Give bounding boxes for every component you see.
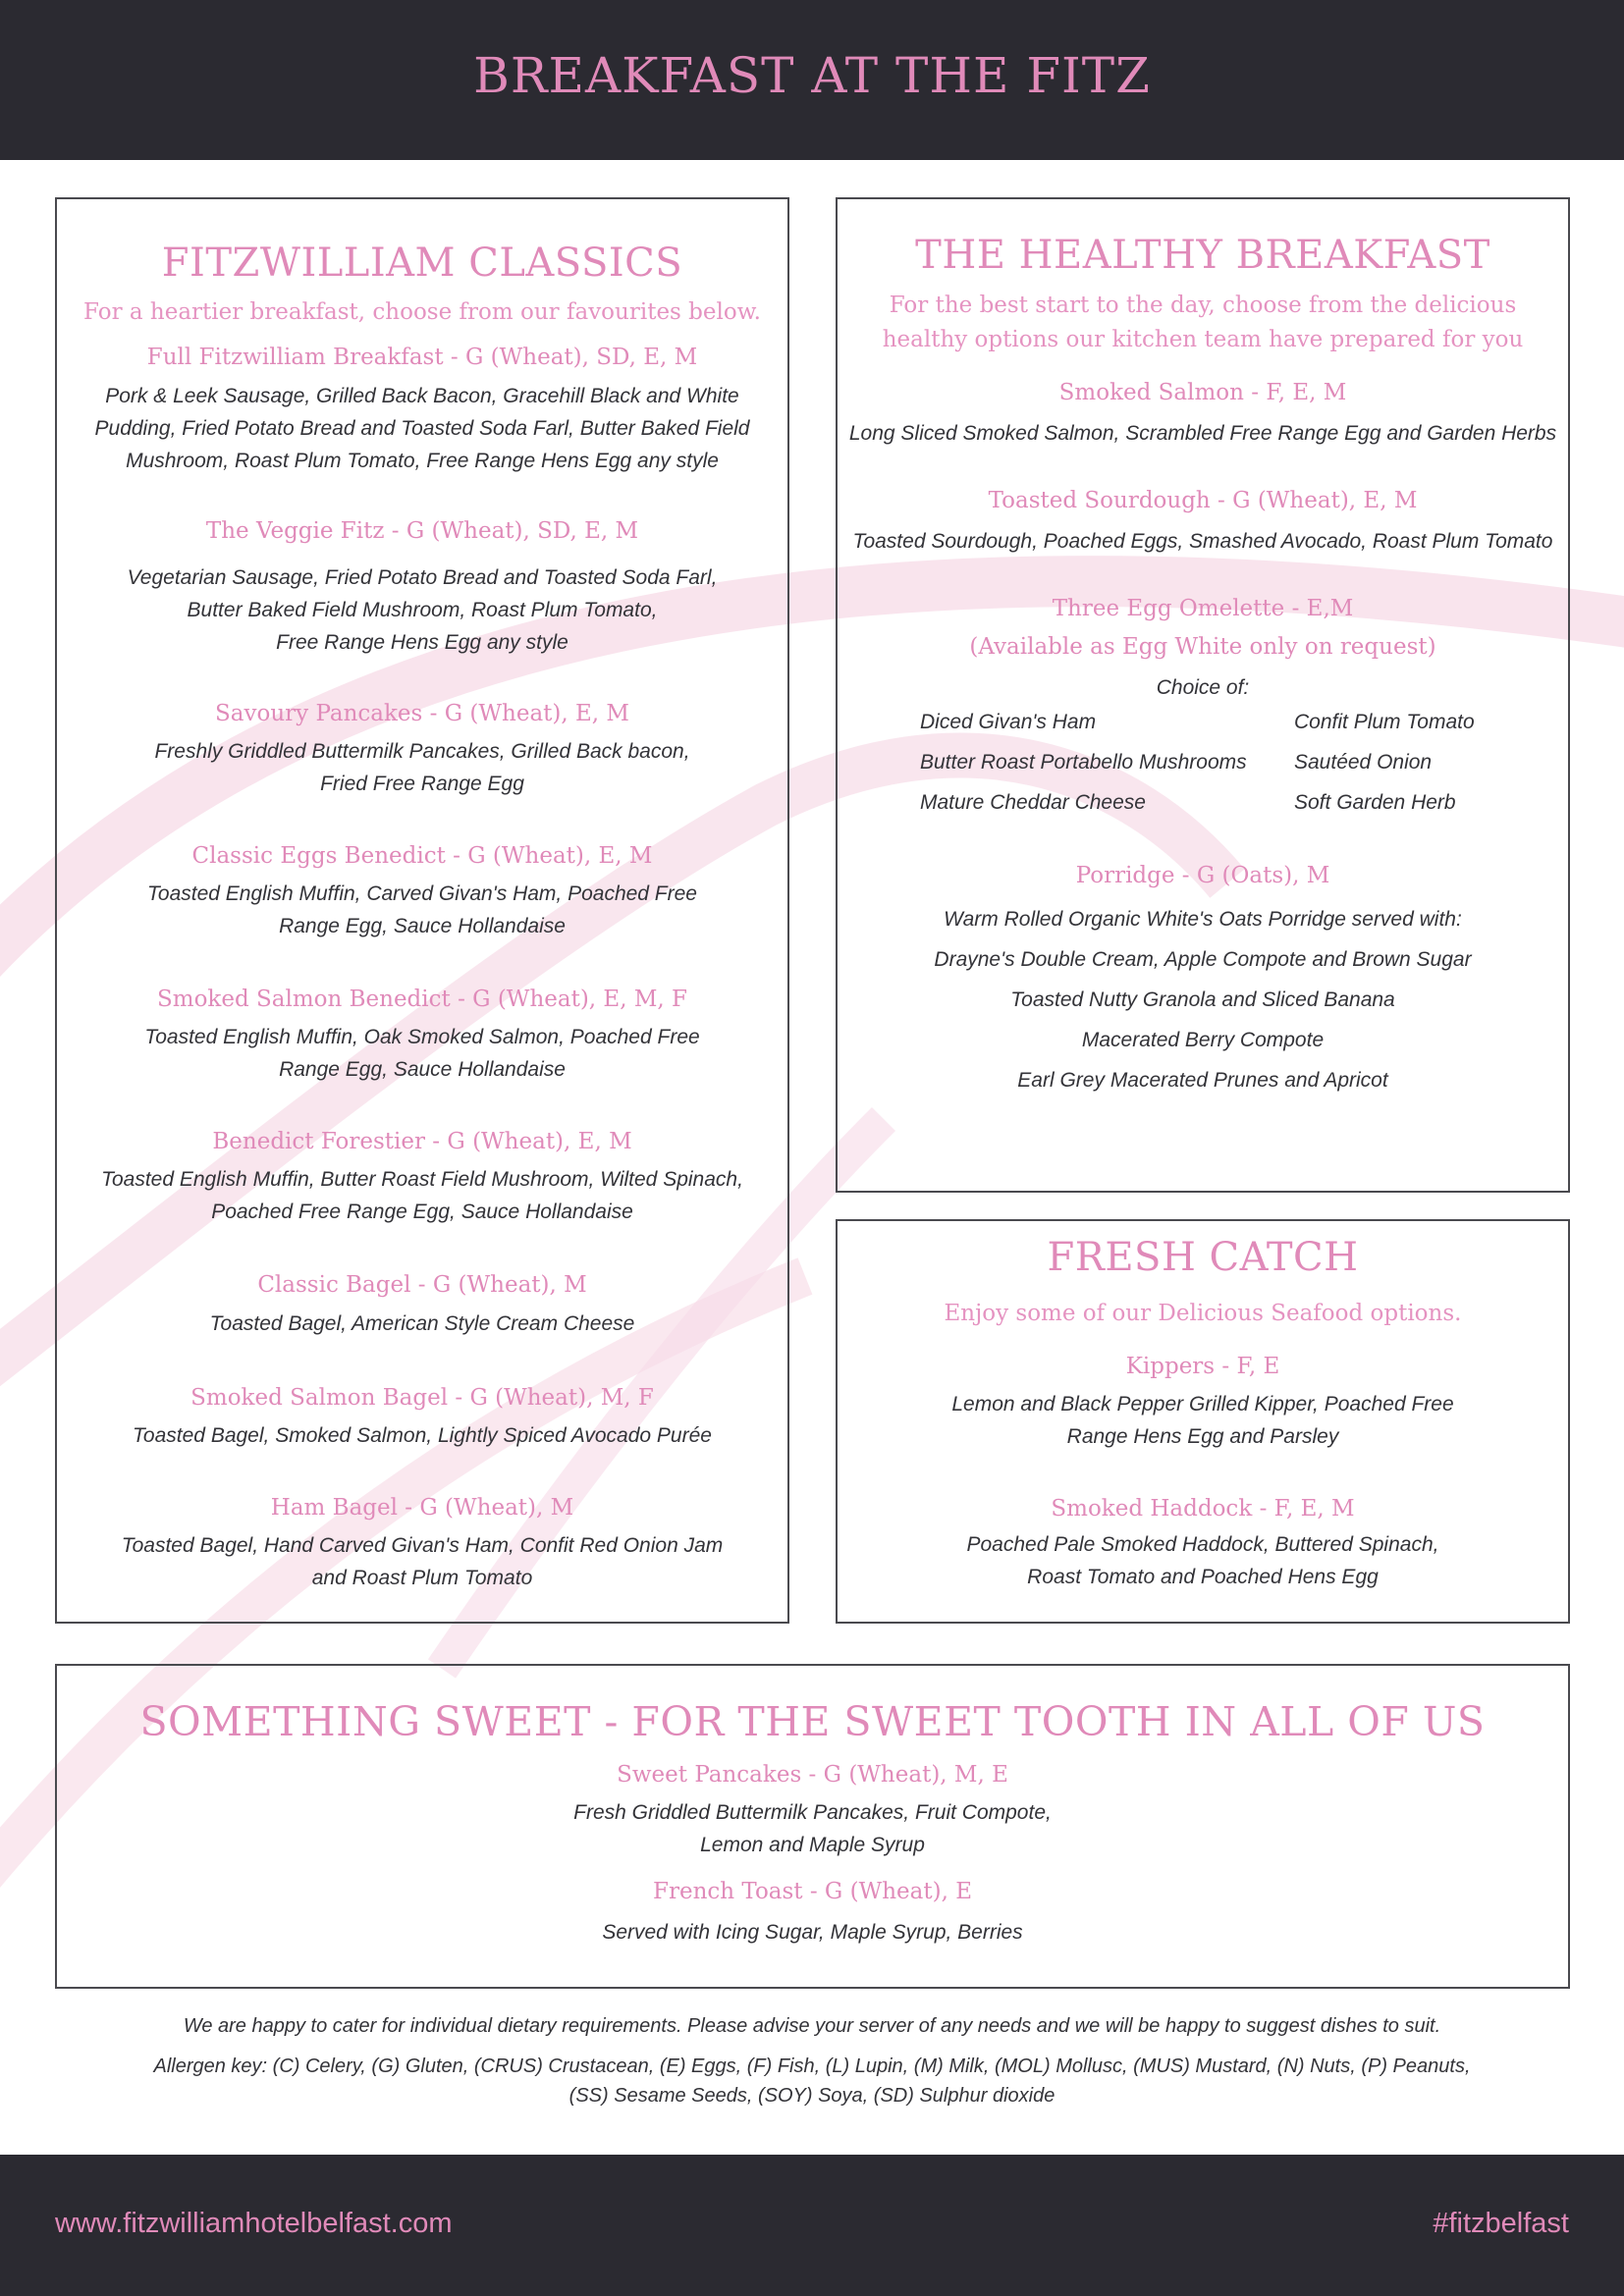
dish-name: Smoked Salmon - F, E, M — [1058, 380, 1347, 405]
header-band — [0, 0, 1624, 160]
dish-name: Sweet Pancakes - G (Wheat), M, E — [617, 1762, 1008, 1788]
choice-item: Sautéed Onion — [1294, 751, 1433, 774]
page-title: BREAKFAST AT THE FITZ — [473, 47, 1151, 104]
dish-name: Smoked Salmon Benedict - G (Wheat), E, M, F — [157, 987, 687, 1012]
dish-name: Kippers - F, E — [1125, 1354, 1280, 1379]
dish-name: Porridge - G (Oats), M — [1075, 863, 1330, 888]
dish-description: Warm Rolled Organic White's Oats Porridge served with: Drayne's Double Cream, Apple Compote and Brown Sugar Toasted Nutty Granola and Sliced Banana Macerated Berry Compote Earl Grey Macerated Prunes and Apricot — [934, 908, 1472, 1092]
choice-item: Soft Garden Herb — [1294, 791, 1456, 814]
section-title: SOMETHING SWEET - FOR THE SWEET TOOTH IN ALL OF US — [139, 1698, 1486, 1745]
dish-description: Vegetarian Sausage, Fried Potato Bread and Toasted Soda Farl, Butter Baked Field Mushroom, Roast Plum Tomato, Free Range Hens Egg any style — [127, 566, 718, 654]
dish-name: Classic Eggs Benedict - G (Wheat), E, M — [191, 843, 653, 869]
choice-item: Mature Cheddar Cheese — [920, 791, 1146, 814]
choice-item: Butter Roast Portabello Mushrooms — [920, 751, 1247, 774]
dish-name: Three Egg Omelette - E,M — [1052, 596, 1354, 621]
section-title: THE HEALTHY BREAKFAST — [915, 233, 1490, 278]
dish-description: Pork & Leek Sausage, Grilled Back Bacon, Gracehill Black and White Pudding, Fried Potato Bread and Toasted Soda Farl, Butter Baked Field Mushroom, Roast Plum Tomato, Free Range Hens Egg any style — [94, 385, 750, 472]
dish-name: Toasted Sourdough - G (Wheat), E, M — [988, 488, 1418, 513]
hashtag-link[interactable]: #fitzbelfast — [1433, 2208, 1569, 2239]
dish-name: Full Fitzwilliam Breakfast - G (Wheat), SD, E, M — [146, 345, 698, 370]
dish-name: Classic Bagel - G (Wheat), M — [257, 1272, 587, 1298]
dish-name: Smoked Salmon Bagel - G (Wheat), M, F — [190, 1385, 654, 1411]
choice-label: Choice of: — [1156, 676, 1250, 699]
choice-item: Confit Plum Tomato — [1294, 711, 1475, 733]
dish-description: Toasted Bagel, American Style Cream Cheese — [209, 1312, 635, 1335]
dish-name: Savoury Pancakes - G (Wheat), E, M — [215, 701, 629, 726]
dish-description: Long Sliced Smoked Salmon, Scrambled Free Range Egg and Garden Herbs — [848, 422, 1557, 445]
dish-name: Benedict Forestier - G (Wheat), E, M — [212, 1129, 632, 1154]
section-intro: Enjoy some of our Delicious Seafood options. — [944, 1301, 1462, 1326]
dish-description: Toasted English Muffin, Oak Smoked Salmon, Poached Free Range Egg, Sauce Hollandaise — [144, 1026, 700, 1081]
footer-band — [0, 2155, 1624, 2296]
allergen-key-line-2: (SS) Sesame Seeds, (SOY) Soya, (SD) Sulphur dioxide — [568, 2085, 1056, 2107]
dish-name: French Toast - G (Wheat), E — [653, 1879, 972, 1904]
allergen-key-line-1: Allergen key: (C) Celery, (G) Gluten, (CRUS) Crustacean, (E) Eggs, (F) Fish, (L) Lupin, (M) Milk, (MOL) Mollusc, (MUS) Mustard, (N) Nuts, (P) Peanuts, — [153, 2056, 1471, 2077]
section-title: FRESH CATCH — [1047, 1235, 1359, 1280]
dish-description: Toasted Sourdough, Poached Eggs, Smashed Avocado, Roast Plum Tomato — [852, 530, 1553, 553]
section-intro: For a heartier breakfast, choose from our favourites below. — [83, 299, 761, 325]
dish-description: Toasted English Muffin, Butter Roast Field Mushroom, Wilted Spinach, Poached Free Range Egg, Sauce Hollandaise — [101, 1168, 743, 1223]
dish-description: Lemon and Black Pepper Grilled Kipper, Poached Free Range Hens Egg and Parsley — [951, 1393, 1454, 1448]
dish-description: Fresh Griddled Buttermilk Pancakes, Fruit Compote, Lemon and Maple Syrup — [573, 1801, 1052, 1856]
dish-description: Served with Icing Sugar, Maple Syrup, Berries — [602, 1921, 1023, 1944]
dish-description: Freshly Griddled Buttermilk Pancakes, Grilled Back bacon, Fried Free Range Egg — [154, 740, 690, 795]
dish-description: Toasted Bagel, Smoked Salmon, Lightly Spiced Avocado Purée — [133, 1424, 712, 1447]
section-healthy-breakfast — [836, 197, 1570, 1193]
section-fitzwilliam-classics — [55, 197, 789, 1624]
dish-name: Smoked Haddock - F, E, M — [1051, 1496, 1355, 1522]
dish-name: Ham Bagel - G (Wheat), M — [270, 1495, 574, 1521]
dietary-note: We are happy to cater for individual dietary requirements. Please advise your server of any needs and we will be happy to suggest dishes to suit. — [183, 2015, 1441, 2037]
section-title: FITZWILLIAM CLASSICS — [161, 240, 683, 286]
dish-description: Poached Pale Smoked Haddock, Buttered Spinach, Roast Tomato and Poached Hens Egg — [966, 1533, 1439, 1588]
choice-item: Diced Givan's Ham — [920, 711, 1097, 733]
section-fresh-catch — [836, 1219, 1570, 1624]
dish-name: The Veggie Fitz - G (Wheat), SD, E, M — [205, 518, 639, 544]
dish-description: Toasted English Muffin, Carved Givan's Ham, Poached Free Range Egg, Sauce Hollandaise — [146, 882, 697, 937]
section-something-sweet — [55, 1664, 1570, 1989]
dish-description: Toasted Bagel, Hand Carved Givan's Ham, Confit Red Onion Jam and Roast Plum Tomato — [121, 1534, 724, 1589]
dish-note: (Available as Egg White only on request) — [969, 634, 1436, 660]
website-link[interactable]: www.fitzwilliamhotelbelfast.com — [55, 2208, 453, 2239]
section-intro: For the best start to the day, choose from the delicious healthy options our kitchen team have prepared for you — [882, 293, 1524, 352]
